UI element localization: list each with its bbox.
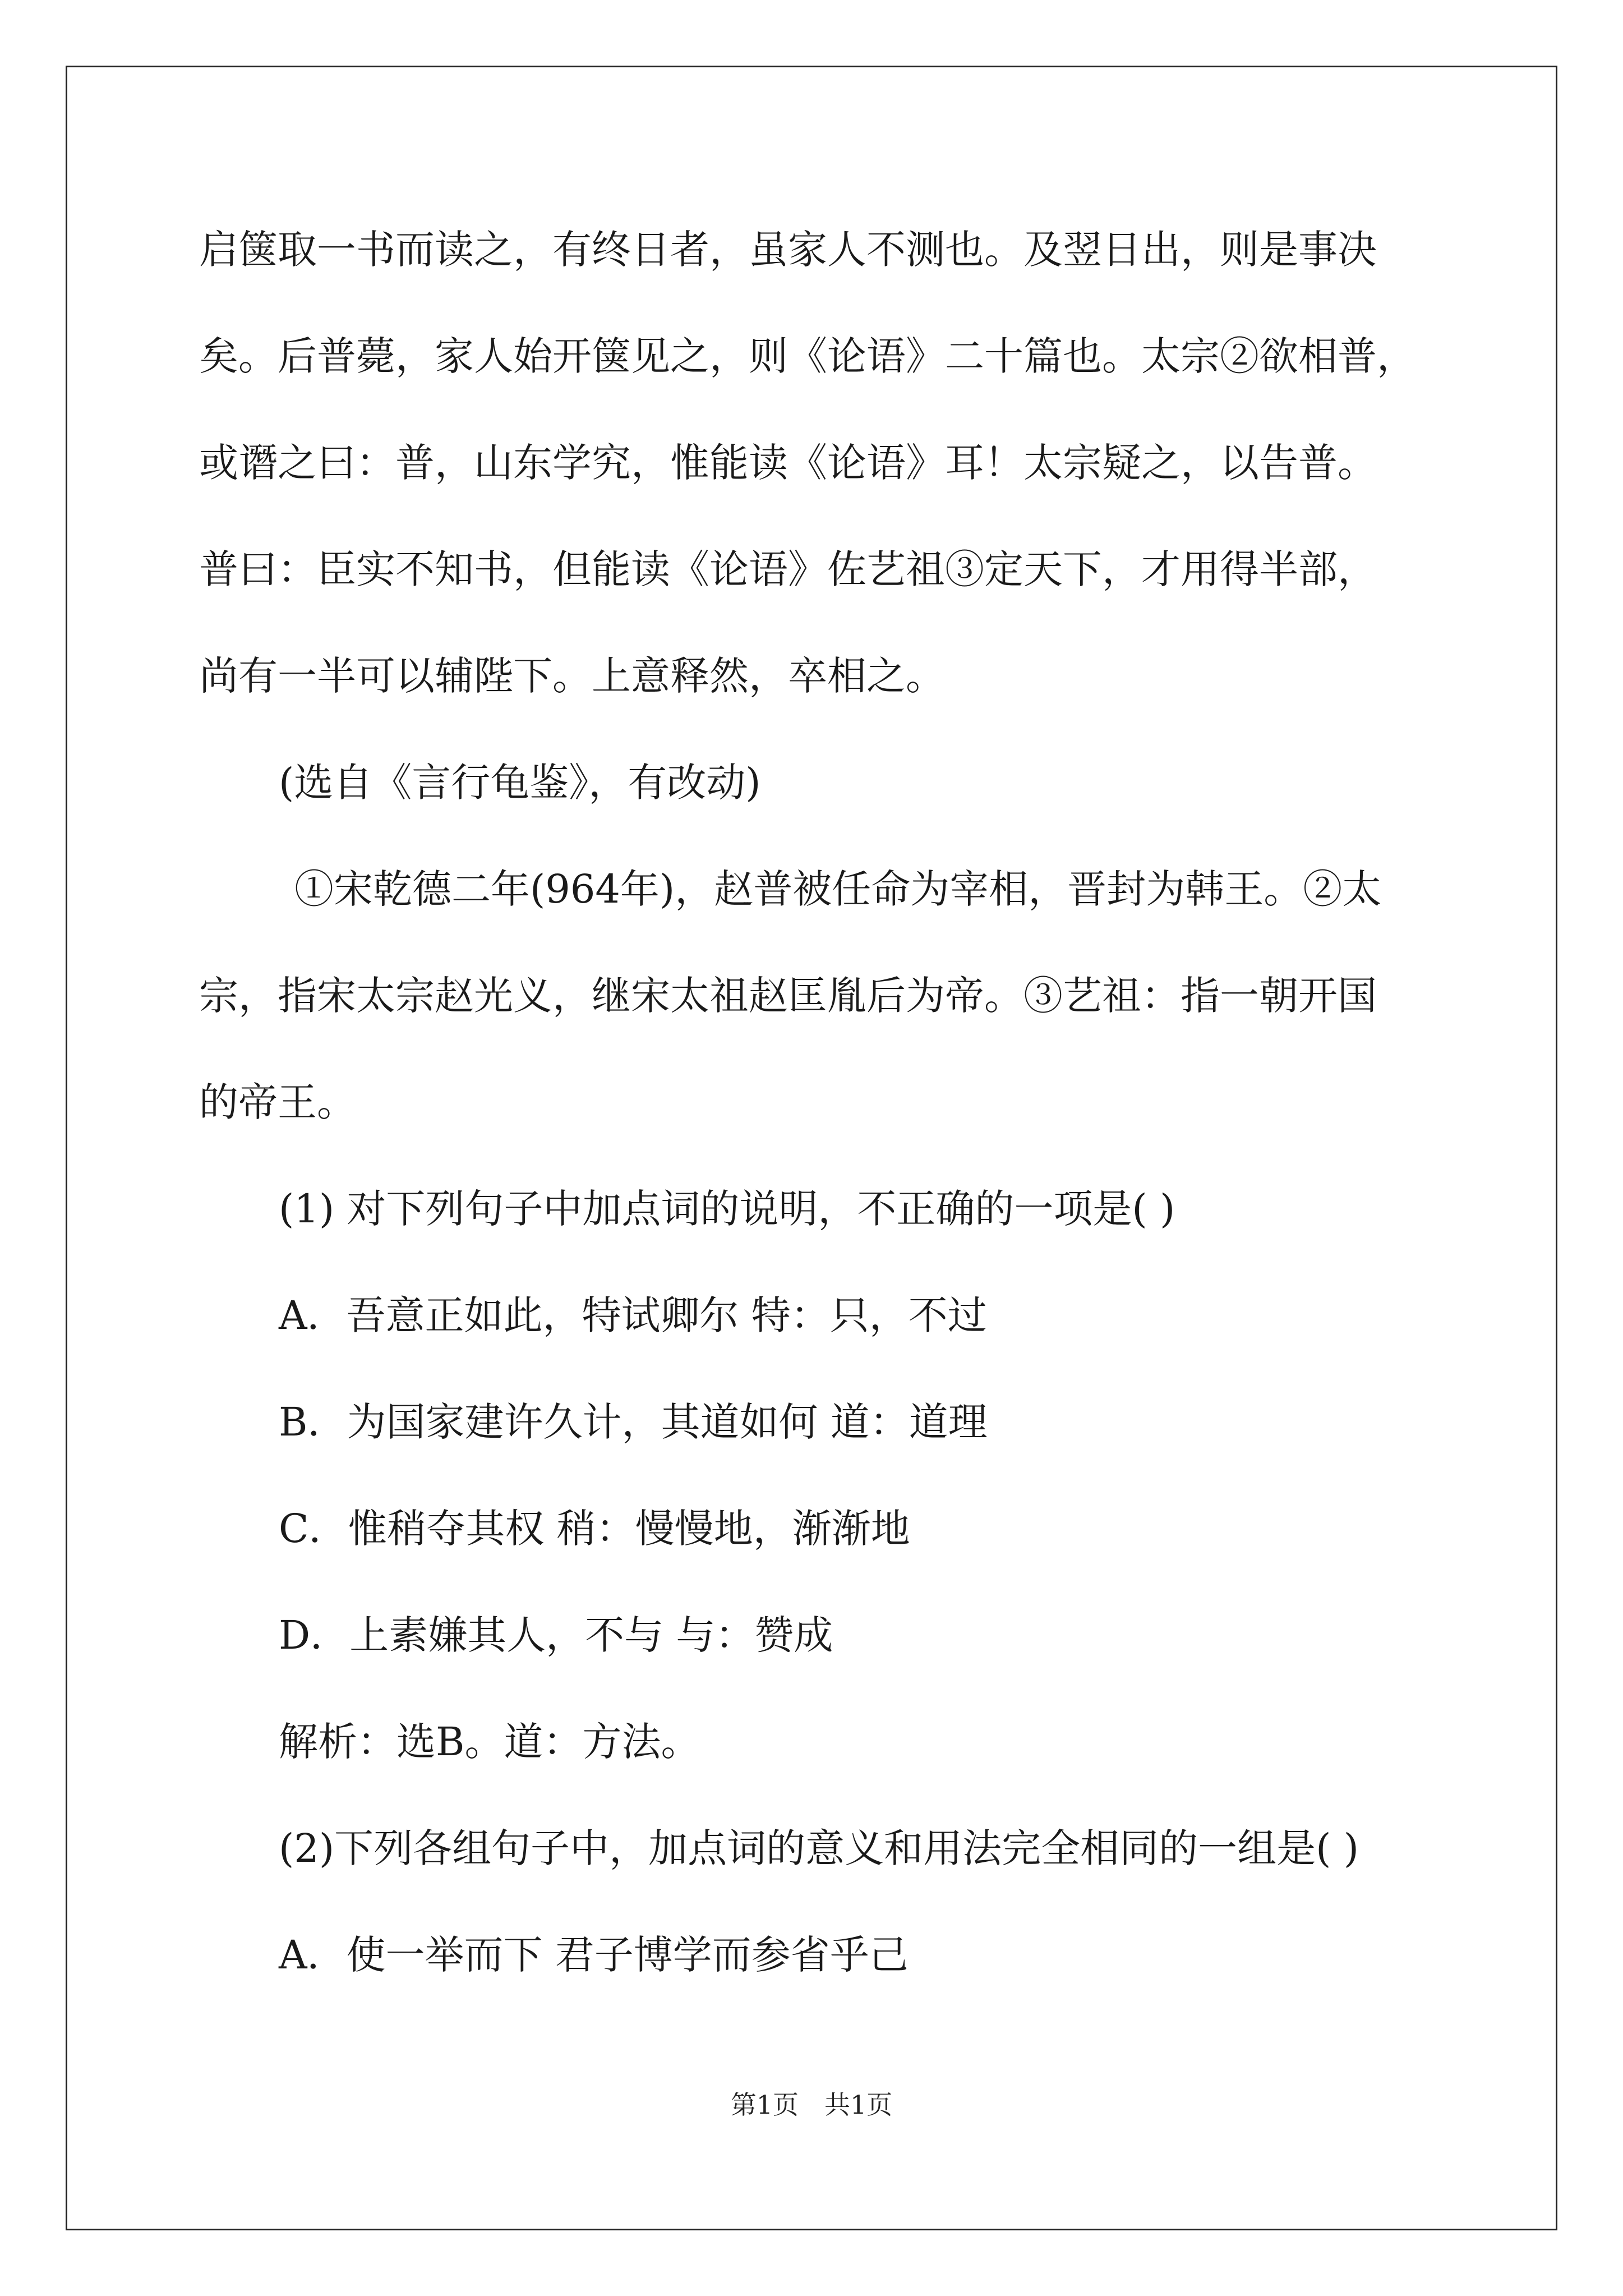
source-citation: (选自《言行龟鉴》，有改动) [279,760,761,806]
question-1-analysis: 解析：选B。道：方法。 [279,1719,700,1765]
page-footer: 第1页 共1页 [730,2090,893,2120]
passage-line: 或谮之曰：普，山东学究，惟能读《论语》耳！太宗疑之，以告普。 [199,440,1377,486]
question-1-option-d: D．上素嫌其人，不与 与：赞成 [279,1612,833,1658]
note-line: 宗，指宋太宗赵光义，继宋太祖赵匡胤后为帝。③艺祖：指一朝开国 [199,973,1377,1019]
passage-line: 矣。后普薨，家人始开箧见之，则《论语》二十篇也。太宗②欲相普， [199,333,1416,379]
question-2-stem: (2)下列各组句子中，加点词的意义和用法完全相同的一组是( ) [279,1825,1359,1871]
note-line: ①宋乾德二年(964年)，赵普被任命为宰相，晋封为韩王。②太 [294,866,1382,912]
question-1-option-c: C．惟稍夺其权 稍：慢慢地，渐渐地 [279,1506,910,1552]
question-1-option-b: B．为国家建许久计，其道如何 道：道理 [279,1399,988,1445]
passage-line: 普曰：臣实不知书，但能读《论语》佐艺祖③定天下，才用得半部， [199,546,1377,592]
page-border [66,66,1557,2230]
note-line: 的帝王。 [199,1079,356,1125]
question-2-option-a: A．使一举而下 君子博学而参省乎己 [279,1932,909,1978]
passage-line: 尚有一半可以辅陛下。上意释然，卒相之。 [199,653,945,699]
passage-line: 启箧取一书而读之，有终日者，虽家人不测也。及翌日出，则是事决 [199,227,1377,273]
question-1-option-a: A．吾意正如此，特试卿尔 特：只，不过 [279,1292,987,1338]
question-1-stem: (1) 对下列句子中加点词的说明，不正确的一项是( ) [279,1186,1175,1232]
